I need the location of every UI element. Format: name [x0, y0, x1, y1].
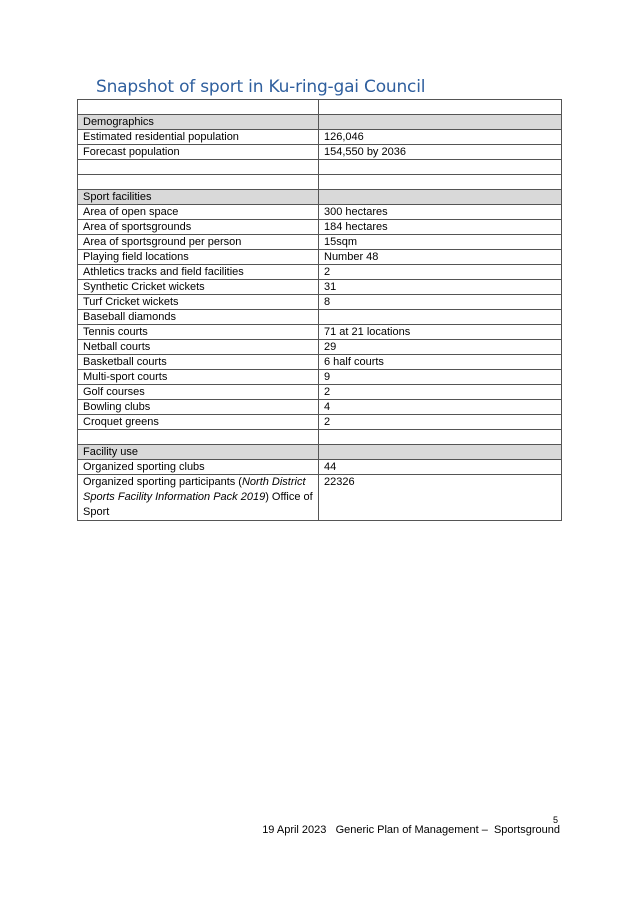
- row-value: 15sqm: [319, 235, 562, 250]
- row-value: 2: [319, 415, 562, 430]
- footer-text: 19 April 2023 Generic Plan of Management – Sportsground: [262, 824, 560, 836]
- blank-row: [78, 430, 562, 445]
- blank-row: [78, 100, 562, 115]
- row-label: Baseball diamonds: [78, 310, 319, 325]
- row-label: Organized sporting clubs: [78, 460, 319, 475]
- sport-snapshot-table: [77, 99, 562, 521]
- row-label: Forecast population: [78, 145, 319, 160]
- table-row: [78, 370, 562, 385]
- row-label: Area of sportsgrounds: [78, 220, 319, 235]
- row-value: 44: [319, 460, 562, 475]
- row-label: Estimated residential population: [78, 130, 319, 145]
- row-value: 2: [319, 265, 562, 280]
- section-header-facilities: [78, 190, 562, 205]
- row-value: 4: [319, 400, 562, 415]
- row-label: Organized sporting participants (North District Sports Facility Information Pack 2019) Office of Sport: [78, 475, 319, 521]
- page-number: 5: [553, 815, 559, 825]
- row-label: Area of sportsground per person: [78, 235, 319, 250]
- row-label: Athletics tracks and field facilities: [78, 265, 319, 280]
- table-row: [78, 460, 562, 475]
- row-value: 8: [319, 295, 562, 310]
- section-heading: Demographics: [78, 115, 319, 130]
- row-value: 31: [319, 280, 562, 295]
- table-row: [78, 325, 562, 340]
- row-value: 9: [319, 370, 562, 385]
- row-label: Croquet greens: [78, 415, 319, 430]
- row-value: Number 48: [319, 250, 562, 265]
- row-label: Bowling clubs: [78, 400, 319, 415]
- table-row-participants: [78, 475, 562, 521]
- table-row: [78, 400, 562, 415]
- row-value: 154,550 by 2036: [319, 145, 562, 160]
- row-value: [319, 310, 562, 325]
- section-header-demographics: [78, 115, 562, 130]
- blank-row: [78, 160, 562, 175]
- blank-row: [78, 175, 562, 190]
- table-row: [78, 385, 562, 400]
- section-header-facility-use: [78, 445, 562, 460]
- row-label: Golf courses: [78, 385, 319, 400]
- table-row: [78, 310, 562, 325]
- row-value: 29: [319, 340, 562, 355]
- table-row: [78, 280, 562, 295]
- section-heading: Facility use: [78, 445, 319, 460]
- row-label: Tennis courts: [78, 325, 319, 340]
- row-label: Area of open space: [78, 205, 319, 220]
- table-row: [78, 235, 562, 250]
- section-heading: Sport facilities: [78, 190, 319, 205]
- page-title: Snapshot of sport in Ku-ring-gai Council: [96, 77, 426, 97]
- row-value: 6 half courts: [319, 355, 562, 370]
- row-value: 22326: [319, 475, 562, 521]
- row-value: 184 hectares: [319, 220, 562, 235]
- table-row: [78, 355, 562, 370]
- table-row: [78, 295, 562, 310]
- row-value: 126,046: [319, 130, 562, 145]
- row-label: Turf Cricket wickets: [78, 295, 319, 310]
- row-label: Basketball courts: [78, 355, 319, 370]
- row-label: Playing field locations: [78, 250, 319, 265]
- table-row: [78, 205, 562, 220]
- table-row: [78, 145, 562, 160]
- table-row: [78, 130, 562, 145]
- row-value: 2: [319, 385, 562, 400]
- row-label: Synthetic Cricket wickets: [78, 280, 319, 295]
- table-row: [78, 415, 562, 430]
- table-row: [78, 250, 562, 265]
- row-label: Netball courts: [78, 340, 319, 355]
- row-label: Multi-sport courts: [78, 370, 319, 385]
- table-row: [78, 220, 562, 235]
- row-value: 300 hectares: [319, 205, 562, 220]
- table-row: [78, 265, 562, 280]
- table-row: [78, 340, 562, 355]
- row-value: 71 at 21 locations: [319, 325, 562, 340]
